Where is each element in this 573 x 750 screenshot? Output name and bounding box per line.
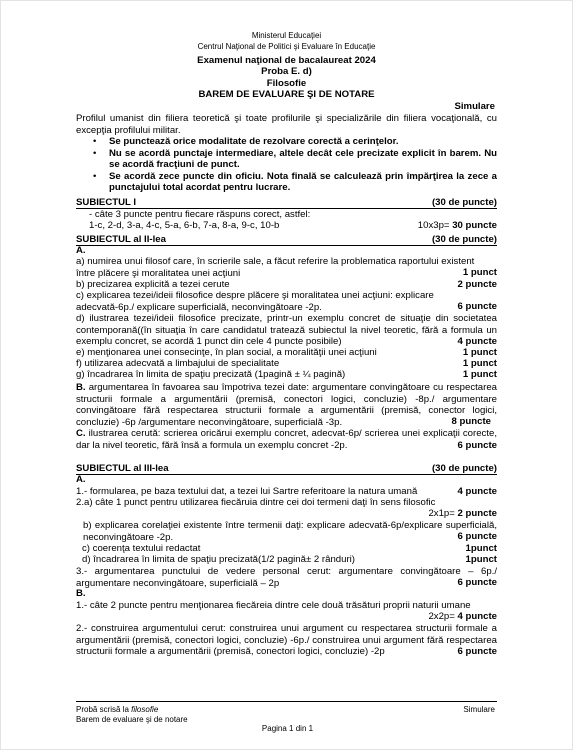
s1-title: SUBIECTUL I — [76, 197, 137, 208]
s3-l4-pts: 1punct — [465, 543, 497, 554]
s2-B-row — [76, 382, 497, 428]
bullet-2: Nu se acordă punctaje intermediare, altele decât cele precizate explicit în barem. Nu se acordă fracţiuni de punct. — [109, 148, 497, 171]
intro-text: Profilul umanist din filiera teoretică şi toate profilurile şi specializările din filiera vocaţională, cu excepţia profilului militar. — [76, 113, 497, 136]
s3-l7-formula: 2x2p= — [428, 611, 455, 622]
s3-l8-pts: 6 puncte — [457, 646, 497, 657]
s2-e-pts: 1 punct — [462, 347, 497, 358]
s2-C-pts: 6 puncte — [457, 440, 497, 451]
s1-total: 30 puncte — [452, 220, 497, 231]
s2-f-text: f) utilizarea adecvată a limbajului de specialitate — [76, 358, 280, 369]
s2-a-text: a) numirea unui filosof care, în scrierile sale, a făcut referire la problematica raportului existent între plăcere şi moralitatea unei acţiuni — [76, 256, 475, 279]
subject-title: Filosofie — [266, 78, 307, 89]
ministry-name: Ministerul Educaţiei — [251, 31, 322, 40]
s1-formula: 10x3p= — [417, 220, 450, 231]
footer-subject: filosofie — [131, 705, 159, 714]
s2-b-text: b) precizarea explicită a tezei cerute — [76, 279, 230, 290]
s3-l5-pts: 1punct — [465, 554, 497, 565]
s3-l3-pts: 6 puncte — [457, 531, 497, 542]
center-name: Centrul Naţional de Politici şi Evaluare în Educaţie — [197, 42, 376, 51]
s1-line1: - câte 3 puncte pentru fiecare răspuns corect, astfel: — [89, 209, 311, 220]
s2-header — [76, 234, 497, 246]
s2-c-pts: 6 puncte — [457, 301, 497, 312]
bullet-dot: • — [93, 171, 97, 182]
s3-l2-pts: 2 puncte — [457, 508, 497, 519]
s3-header — [76, 463, 497, 475]
s3-b-label: B. — [76, 588, 86, 599]
proba-title: Proba E. d) — [261, 66, 312, 77]
s2-d-text: d) ilustrarea tezei/ideii filosofice precizate, printr-un exemplu concret de situaţie din societatea contemporană((în situaţia în care candidatul tratează subiectul la nivel teoretic, fără a formula un exemplu concret, se acordă 1 punct din cele 4 puncte posibile) — [76, 313, 497, 348]
bullet-1: Se punctează orice modalitate de rezolvare corectă a cerinţelor. — [109, 136, 399, 147]
s3-l2-total — [428, 508, 497, 520]
s2-e-row — [76, 347, 497, 359]
s2-b-row — [76, 279, 497, 291]
s2-a-pts: 1 punct — [462, 267, 497, 278]
bullet-dot: • — [93, 136, 97, 147]
s1-answers: 1-c, 2-d, 3-a, 4-c, 5-a, 6-b, 7-a, 8-a, 9-c, 10-b — [89, 220, 280, 231]
s3-points: (30 de puncte) — [431, 463, 497, 474]
simulare-label: Simulare — [454, 101, 495, 112]
s2-e-text: e) menţionarea unei consecinţe, în plan social, a moralităţii unei acţiuni — [76, 347, 377, 358]
s3-l1-row — [76, 486, 497, 498]
s2-d-pts: 4 puncte — [457, 336, 497, 347]
s3-l5-text: d) încadrarea în limita de spaţiu precizată(1/2 pagină± 2 rânduri) — [82, 554, 355, 565]
s3-l7-total — [428, 611, 497, 623]
s2-g-row — [76, 369, 497, 381]
footer-prefix: Probă scrisă la — [76, 705, 132, 714]
s3-title: SUBIECTUL al III-lea — [76, 463, 169, 474]
bullet-dot: • — [93, 148, 97, 159]
s1-total-row — [418, 220, 497, 232]
footer-simulare: Simulare — [463, 705, 495, 714]
exam-title: Examenul naţional de bacalaureat 2024 — [197, 55, 376, 66]
footer-line1 — [76, 705, 158, 715]
s2-C-row — [76, 428, 497, 451]
s2-f-pts: 1 punct — [462, 358, 497, 369]
s2-points: (30 de puncte) — [431, 234, 497, 245]
s2-f-row — [76, 358, 497, 370]
barem-title: BAREM DE EVALUARE ŞI DE NOTARE — [198, 89, 375, 100]
s3-l3-text: b) explicarea corelaţiei existente între termenii daţi: explicare adecvată-6p/explicare superficială, neconvingătoare -2p. — [83, 520, 497, 543]
s3-l5-row — [82, 554, 497, 566]
s2-B-text: argumentarea în favoarea sau împotriva tezei date: argumentare convingătoare cu respectarea structurii formale a argumentării (premisă, conectori logici, concluzie) -8p./ argumentare convingătoare fără respectarea structurii formale a argumentării (premisă, conector logici, concluzie) -6p /argumentare neconvingătoare, superficială -3p. — [76, 382, 497, 428]
s3-l2-formula: 2x1p= — [428, 508, 455, 519]
bullet-3: Se acordă zece puncte din oficiu. Nota finală se calculează prin împărţirea la zece a punctajului total acordat pentru lucrare. — [109, 171, 497, 194]
s3-l4-row — [82, 543, 497, 555]
s1-header — [76, 197, 497, 209]
s3-l6-pts: 6 puncte — [457, 577, 497, 588]
footer-line2: Barem de evaluare şi de notare — [76, 715, 188, 724]
s3-l8-text: 2.- construirea argumentului cerut: construirea unui argument cu respectarea structurii formale a argumentării (premisă, conectori logici, concluzie) -6p./ construirea unui argument fără respectarea structurii formale a argumentării (premisă, conectori logici, concluzie) -2p — [76, 623, 497, 658]
s3-l7-pts: 4 puncte — [457, 611, 497, 622]
s2-C-text: ilustrarea cerută: scrierea oricărui exemplu concret, adecvat-6p/ scrierea unei explicaţii corecte, dar la nivel teoretic, fără însă a formula un exemplu concret -2p. — [76, 428, 497, 451]
s2-g-text: g) încadrarea în limita de spaţiu precizată (1pagină ± ¼ pagină) — [76, 369, 346, 380]
s2-c-text: c) explicarea tezei/ideii filosofice despre plăcere şi moralitatea unei acţiuni: explicare adecvată-6p./ explicare superficială, neconvingătoare -2p. — [76, 290, 434, 313]
s3-l1-pts: 4 puncte — [457, 486, 497, 497]
s3-l4-text: c) coerenţa textului redactat — [82, 543, 201, 554]
s3-l6-text: 3.- argumentarea punctului de vedere personal cerut: argumentare convingătoare – 6p./ argumentare neconvingătoare, superficială – 2p — [76, 566, 497, 589]
s3-l2-text: 2.a) câte 1 punct pentru utilizarea fiecăruia dintre cei doi termeni daţi în sens filosofic — [76, 497, 436, 508]
s2-C-label: C. — [76, 428, 86, 439]
s1-points: (30 de puncte) — [431, 197, 497, 208]
s2-b-pts: 2 puncte — [457, 279, 497, 290]
s2-title: SUBIECTUL al II-lea — [76, 234, 166, 245]
s2-B-pts: 8 puncte — [451, 416, 491, 427]
s1-answers-row — [89, 220, 497, 232]
s3-l7-text: 1.- câte 2 puncte pentru menţionarea fiecăreia dintre cele două trăsături proprii naturii umane — [76, 600, 471, 611]
s2-g-pts: 1 punct — [462, 369, 497, 380]
s3-l1-text: 1.- formularea, pe baza textului dat, a tezei lui Sartre referitoare la natura umană — [76, 486, 418, 497]
s3-a-label: A. — [76, 474, 86, 485]
s2-B-label: B. — [76, 382, 86, 393]
footer-divider — [76, 701, 497, 702]
s2-a-label: A. — [76, 245, 86, 256]
page-number: Pagina 1 din 1 — [261, 724, 314, 733]
